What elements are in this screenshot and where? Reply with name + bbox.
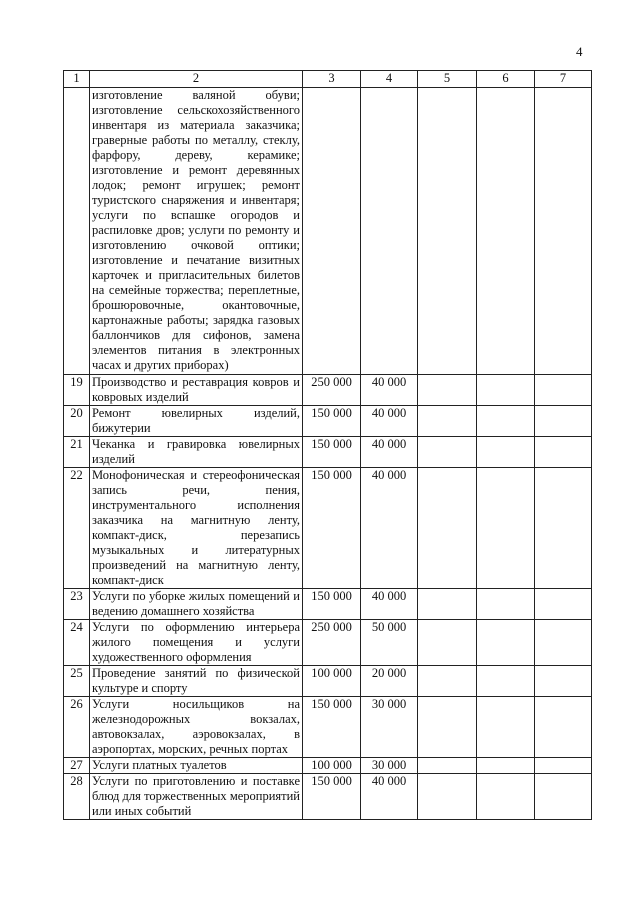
row-number: 22 (64, 468, 90, 589)
row-value-col6 (477, 437, 535, 468)
row-description: Производство и реставрация ковров и ковровых изделий (90, 375, 303, 406)
row-value-col7 (535, 437, 592, 468)
table-row (64, 468, 592, 589)
column-header-7: 7 (535, 71, 592, 88)
table-row (64, 774, 592, 820)
row-value-col6 (477, 666, 535, 697)
table-row (64, 375, 592, 406)
row-value-col7 (535, 774, 592, 820)
continuation-text: изготовление валяной обуви; изготовление сельскохозяйственного инвентаря из материала заказчика; граверные работы по металлу, стеклу, фарфору, дереву, керамике; изготовление и ремонт деревянных лодок; ремонт игрушек; ремонт туристского снаряжения и инвентаря; услуги по вспашке огородов и распиловке дров; услуги по ремонту и изготовлению очковой оптики; изготовление и печатание визитных карточек и пригласительных билетов на семейные торжества; переплетные, брошюровочные, окантовочные, картонажные работы; зарядка газовых баллончиков для сифонов, замена элементов питания в электронных часах и других приборах) (90, 88, 303, 375)
row-value-col7 (535, 375, 592, 406)
continuation-c4 (361, 88, 418, 375)
row-number: 27 (64, 758, 90, 774)
row-value-col3: 250 000 (303, 620, 361, 666)
row-value-col6 (477, 758, 535, 774)
row-value-col5 (418, 437, 477, 468)
row-value-col3: 100 000 (303, 666, 361, 697)
table-row (64, 758, 592, 774)
row-value-col7 (535, 620, 592, 666)
row-description: Монофоническая и стереофоническая запись речи, пения, инструментального исполнения заказчика на магнитную ленту, компакт-диск, перезапись музыкальных и литературных произведений на магнитную ленту, компакт-диск (90, 468, 303, 589)
table-row (64, 620, 592, 666)
row-value-col5 (418, 758, 477, 774)
row-value-col4: 40 000 (361, 589, 418, 620)
row-value-col5 (418, 406, 477, 437)
continuation-c6 (477, 88, 535, 375)
row-value-col3: 100 000 (303, 758, 361, 774)
row-value-col3: 150 000 (303, 406, 361, 437)
row-description: Услуги по оформлению интерьера жилого помещения и услуги художественного оформления (90, 620, 303, 666)
row-number: 23 (64, 589, 90, 620)
row-number: 21 (64, 437, 90, 468)
row-value-col4: 40 000 (361, 437, 418, 468)
row-value-col4: 40 000 (361, 774, 418, 820)
row-value-col5 (418, 697, 477, 758)
row-number: 19 (64, 375, 90, 406)
table-row (64, 589, 592, 620)
row-value-col7 (535, 468, 592, 589)
row-value-col5 (418, 666, 477, 697)
table-row (64, 697, 592, 758)
row-description: Услуги по приготовлению и поставке блюд для торжественных мероприятий или иных событий (90, 774, 303, 820)
row-value-col3: 150 000 (303, 468, 361, 589)
table-row (64, 437, 592, 468)
row-value-col7 (535, 406, 592, 437)
row-value-col4: 50 000 (361, 620, 418, 666)
column-header-5: 5 (418, 71, 477, 88)
row-value-col5 (418, 375, 477, 406)
row-value-col4: 40 000 (361, 406, 418, 437)
row-value-col6 (477, 468, 535, 589)
row-number: 25 (64, 666, 90, 697)
continuation-c7 (535, 88, 592, 375)
row-value-col5 (418, 468, 477, 589)
row-value-col3: 250 000 (303, 375, 361, 406)
services-table (63, 70, 592, 820)
row-value-col6 (477, 774, 535, 820)
row-value-col5 (418, 589, 477, 620)
row-description: Услуги платных туалетов (90, 758, 303, 774)
row-value-col5 (418, 620, 477, 666)
row-number: 20 (64, 406, 90, 437)
continuation-c5 (418, 88, 477, 375)
row-value-col5 (418, 774, 477, 820)
row-value-col6 (477, 375, 535, 406)
row-value-col6 (477, 697, 535, 758)
continuation-c3 (303, 88, 361, 375)
row-value-col4: 40 000 (361, 468, 418, 589)
header-row (64, 71, 592, 88)
column-header-1: 1 (64, 71, 90, 88)
row-value-col6 (477, 620, 535, 666)
row-value-col4: 30 000 (361, 758, 418, 774)
row-value-col4: 40 000 (361, 375, 418, 406)
row-number: 24 (64, 620, 90, 666)
continuation-row (64, 88, 592, 375)
row-value-col7 (535, 758, 592, 774)
row-value-col4: 20 000 (361, 666, 418, 697)
row-value-col7 (535, 666, 592, 697)
table-row (64, 666, 592, 697)
row-description: Услуги по уборке жилых помещений и ведению домашнего хозяйства (90, 589, 303, 620)
row-description: Чеканка и гравировка ювелирных изделий (90, 437, 303, 468)
row-value-col3: 150 000 (303, 697, 361, 758)
row-description: Ремонт ювелирных изделий, бижутерии (90, 406, 303, 437)
row-description: Услуги носильщиков на железнодорожных вокзалах, автовокзалах, аэровокзалах, в аэропортах, морских, речных портах (90, 697, 303, 758)
row-value-col3: 150 000 (303, 589, 361, 620)
column-header-2: 2 (90, 71, 303, 88)
page-number: 4 (576, 44, 583, 59)
continuation-num (64, 88, 90, 375)
row-value-col3: 150 000 (303, 437, 361, 468)
row-value-col7 (535, 697, 592, 758)
row-value-col7 (535, 589, 592, 620)
row-number: 26 (64, 697, 90, 758)
row-description: Проведение занятий по физической культуре и спорту (90, 666, 303, 697)
column-header-6: 6 (477, 71, 535, 88)
table-row (64, 406, 592, 437)
row-number: 28 (64, 774, 90, 820)
row-value-col6 (477, 589, 535, 620)
row-value-col6 (477, 406, 535, 437)
column-header-4: 4 (361, 71, 418, 88)
row-value-col3: 150 000 (303, 774, 361, 820)
column-header-3: 3 (303, 71, 361, 88)
row-value-col4: 30 000 (361, 697, 418, 758)
